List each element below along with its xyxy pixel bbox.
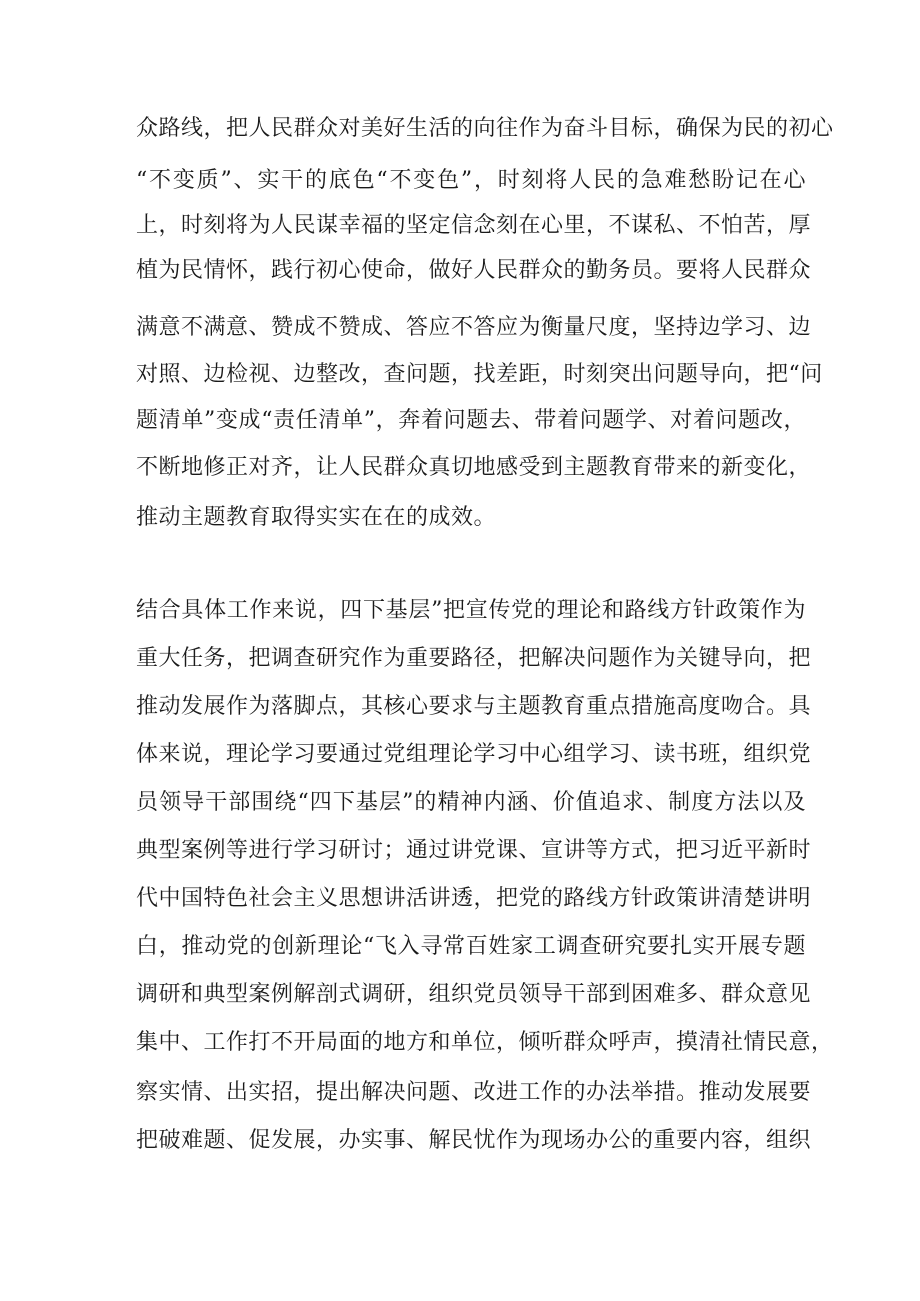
- text-line: 察实情、出实招，提出解决问题、改进工作的办法举措。推动发展要: [136, 1080, 812, 1105]
- text-line: 结合具体工作来说，四下基层”把宣传党的理论和路线方针政策作为: [136, 598, 806, 623]
- text-line: 典型案例等进行学习研讨；通过讲党课、宣讲等方式，把习近平新时: [136, 838, 812, 863]
- text-line: 对照、边检视、边整改，查问题，找差距，时刻突出问题导向，把“问: [136, 362, 823, 387]
- text-line: “不变质”、实干的底色“不变色”，时刻将人民的急难愁盼记在心: [136, 168, 806, 193]
- text-line: 白，推动党的创新理论“飞入寻常百姓家工调查研究要扎实开展专题: [136, 934, 806, 959]
- text-line: 重大任务，把调查研究作为重要路径，把解决问题作为关键导向，把: [136, 646, 812, 671]
- text-line: 推动发展作为落脚点，其核心要求与主题教育重点措施高度吻合。具: [136, 694, 812, 719]
- text-line: 体来说，理论学习要通过党组理论学习中心组学习、读书班，组织党: [136, 742, 812, 767]
- text-line: 满意不满意、赞成不赞成、答应不答应为衡量尺度，坚持边学习、边: [136, 315, 812, 340]
- text-line: 集中、工作打不开局面的地方和单位，倾听群众呼声，摸清社情民意，: [136, 1030, 834, 1055]
- text-line: 调研和典型案例解剖式调研，组织党员领导干部到困难多、群众意见: [136, 982, 812, 1007]
- text-line: 众路线，把人民群众对美好生活的向往作为奋斗目标，确保为民的初心: [136, 116, 834, 141]
- text-line: 上，时刻将为人民谋幸福的坚定信念刻在心里，不谋私、不怕苦，厚: [136, 213, 812, 238]
- text-line: 不断地修正对齐，让人民群众真切地感受到主题教育带来的新变化，: [136, 455, 812, 480]
- text-line: 代中国特色社会主义思想讲活讲透，把党的路线方针政策讲清楚讲明: [136, 886, 812, 911]
- text-line: 植为民情怀，践行初心使命，做好人民群众的勤务员。要将人民群众: [136, 258, 812, 283]
- text-line: 把破难题、促发展，办实事、解民忧作为现场办公的重要内容，组织: [136, 1128, 812, 1153]
- text-line: 推动主题教育取得实实在在的成效。: [136, 505, 497, 530]
- text-line: 员领导干部围绕“四下基层”的精神内涵、价值追求、制度方法以及: [136, 790, 806, 815]
- text-line: 题清单”变成“责任清单”，奔着问题去、带着问题学、对着问题改，: [136, 408, 806, 433]
